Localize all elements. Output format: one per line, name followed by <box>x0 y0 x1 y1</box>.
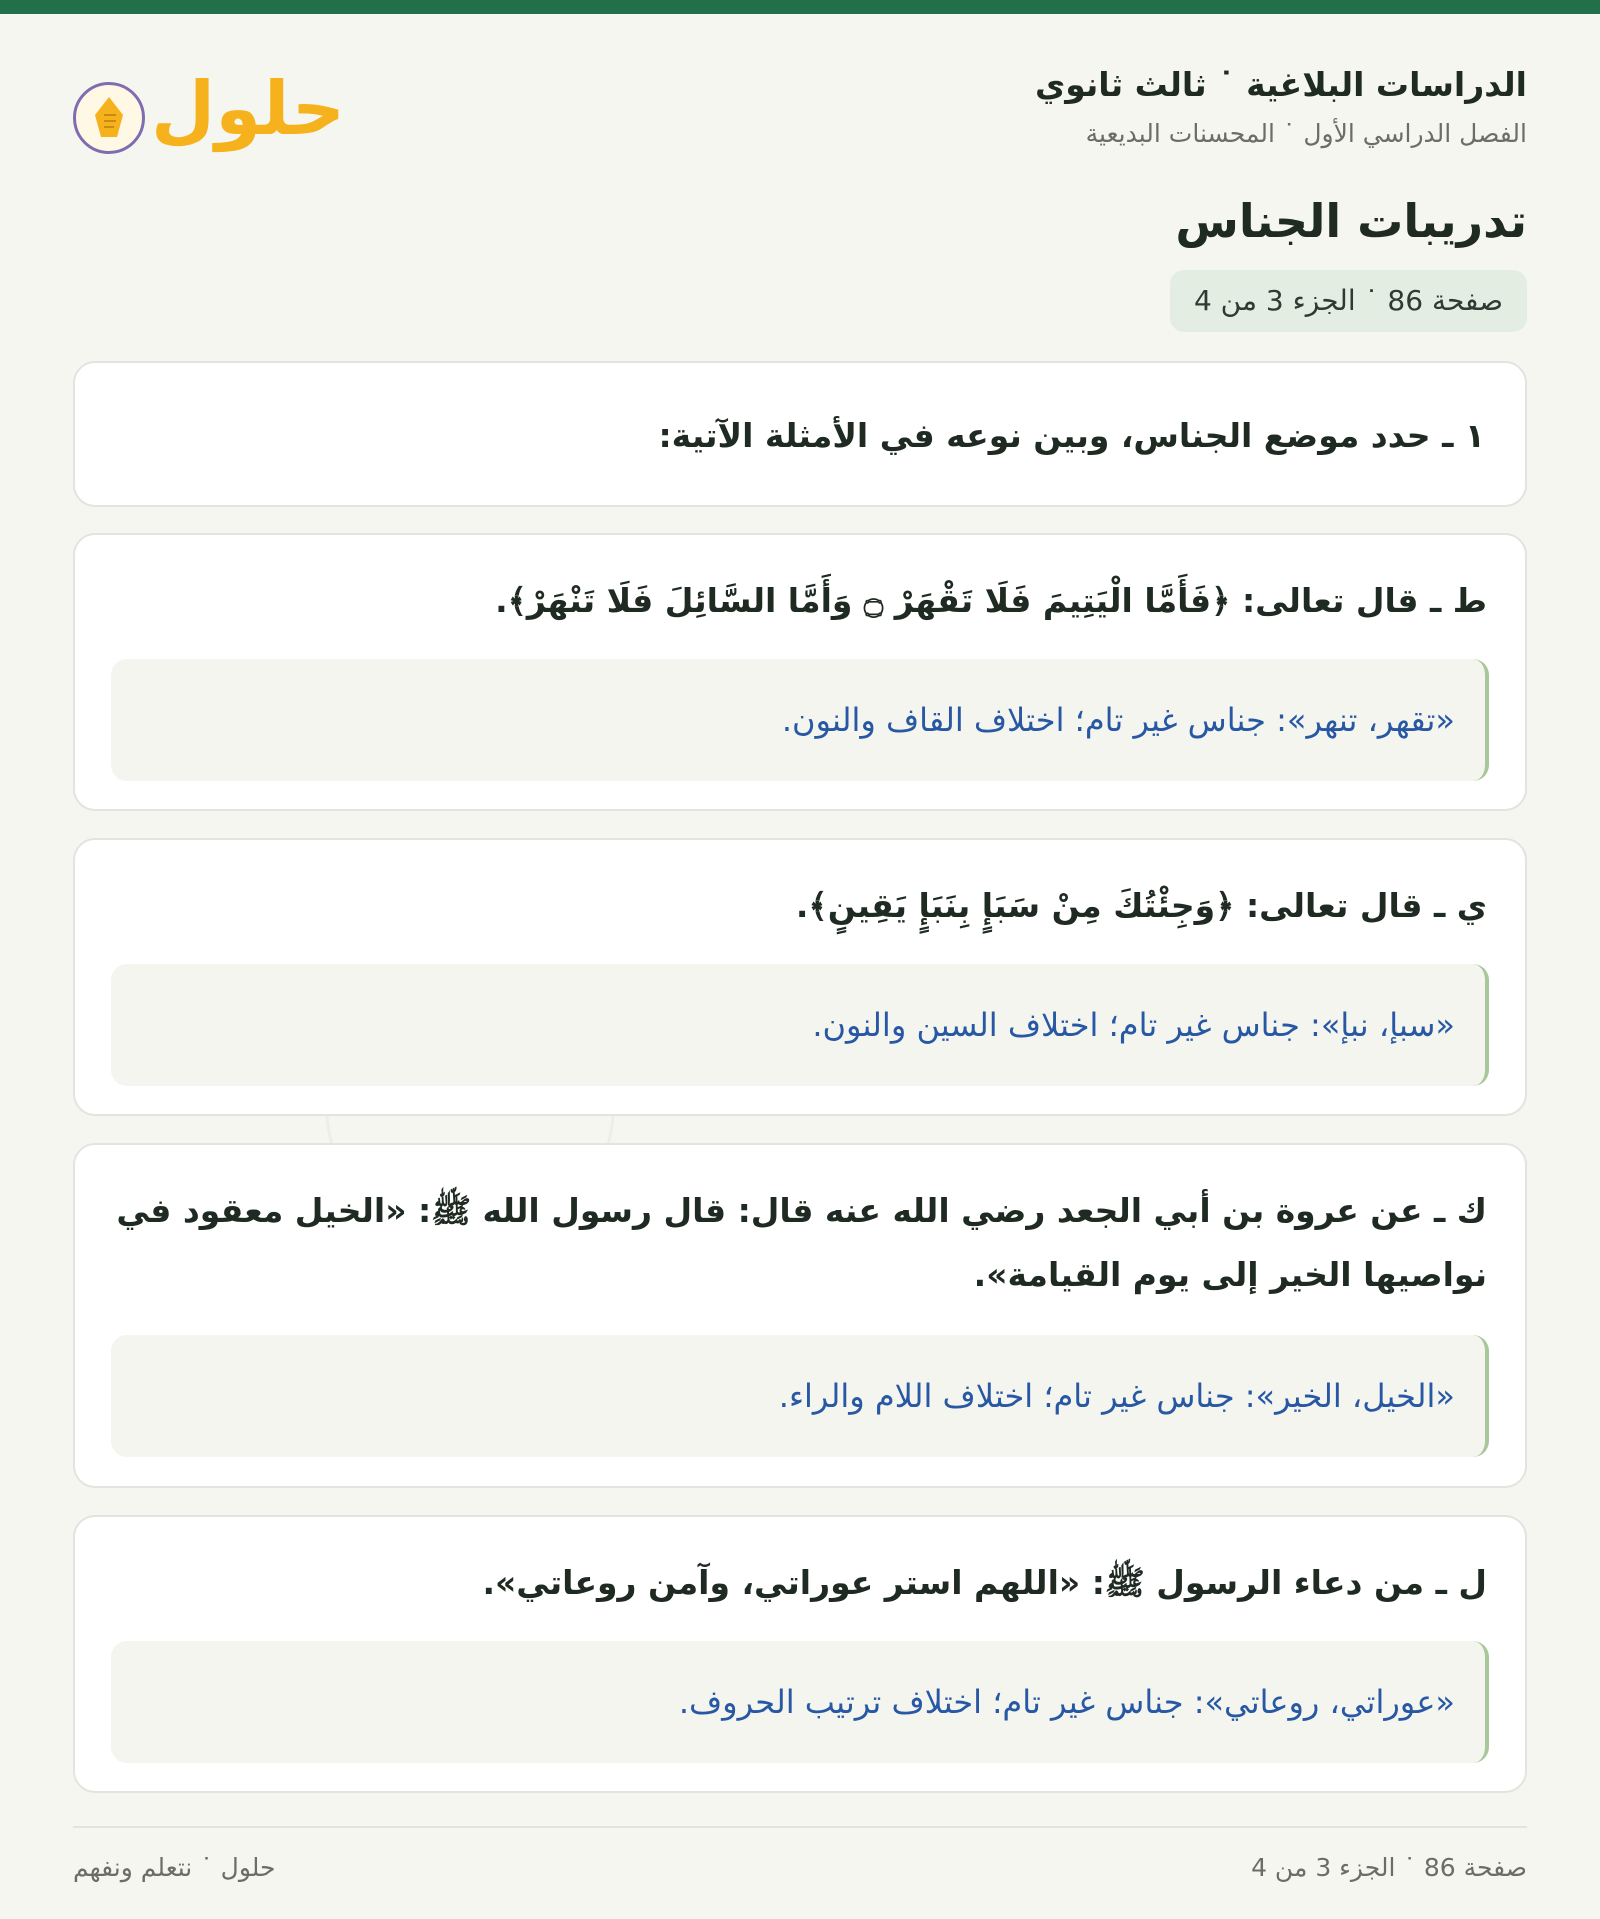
footer-page-info: صفحة 86 ˙ الجزء 3 من 4 <box>1251 1853 1527 1882</box>
answer-text: «الخيل، الخير»: جناس غير تام؛ اختلاف اللام والراء. <box>778 1377 1455 1415</box>
question-text: ط ـ قال تعالى: ﴿فَأَمَّا الْيَتِيمَ فَلَا تَقْهَرْ ۝ وَأَمَّا السَّائِلَ فَلَا تَنْهَرْ﴾. <box>495 581 1487 620</box>
logo-badge-icon <box>73 82 145 154</box>
header-titles <box>1035 62 1527 152</box>
book-title: الدراسات البلاغية ˙ ثالث ثانوي <box>1034 65 1527 104</box>
answer-text: «سبإ، نبإ»: جناس غير تام؛ اختلاف السين والنون. <box>812 1006 1455 1044</box>
hulool-logo <box>73 66 346 158</box>
answer-text: «عوراتي، روعاتي»: جناس غير تام؛ اختلاف ترتيب الحروف. <box>678 1683 1455 1721</box>
question-text: ك ـ عن عروة بن أبي الجعد رضي الله عنه قال: قال رسول الله ﷺ: «الخيل معقود في نواصيها الخير إلى يوم القيامة». <box>116 1191 1487 1294</box>
answer-box <box>111 1641 1489 1763</box>
exercise-item-card <box>73 1143 1527 1488</box>
exercise-item-card <box>73 533 1527 811</box>
question-text: ي ـ قال تعالى: ﴿وَجِئْتُكَ مِنْ سَبَإٍ بِنَبَإٍ يَقِينٍ﴾. <box>795 886 1487 925</box>
answer-box <box>111 1335 1489 1457</box>
page-header <box>73 62 1527 162</box>
top-accent-bar <box>0 0 1600 14</box>
footer-brand: حلول ˙ نتعلم ونفهم <box>73 1853 276 1882</box>
exercise-item-card <box>73 838 1527 1116</box>
answer-box <box>111 659 1489 781</box>
page-title: تدريبات الجناس <box>1175 194 1527 248</box>
logo-text: حلول <box>151 66 346 152</box>
exercise-instruction: ١ ـ حدد موضع الجناس، وبين نوعه في الأمثلة الآتية: <box>658 416 1485 455</box>
footer-divider <box>73 1826 1527 1828</box>
answer-box <box>111 964 1489 1086</box>
answer-text: «تقهر، تنهر»: جناس غير تام؛ اختلاف القاف والنون. <box>781 701 1455 739</box>
book-subtitle: الفصل الدراسي الأول ˙ المحسنات البديعية <box>1085 119 1527 148</box>
question-text: ل ـ من دعاء الرسول ﷺ: «اللهم استر عوراتي، وآمن روعاتي». <box>482 1563 1487 1602</box>
exercise-instruction-card <box>73 361 1527 507</box>
exercise-item-card <box>73 1515 1527 1793</box>
page-info-badge: صفحة 86 ˙ الجزء 3 من 4 <box>1170 270 1527 332</box>
